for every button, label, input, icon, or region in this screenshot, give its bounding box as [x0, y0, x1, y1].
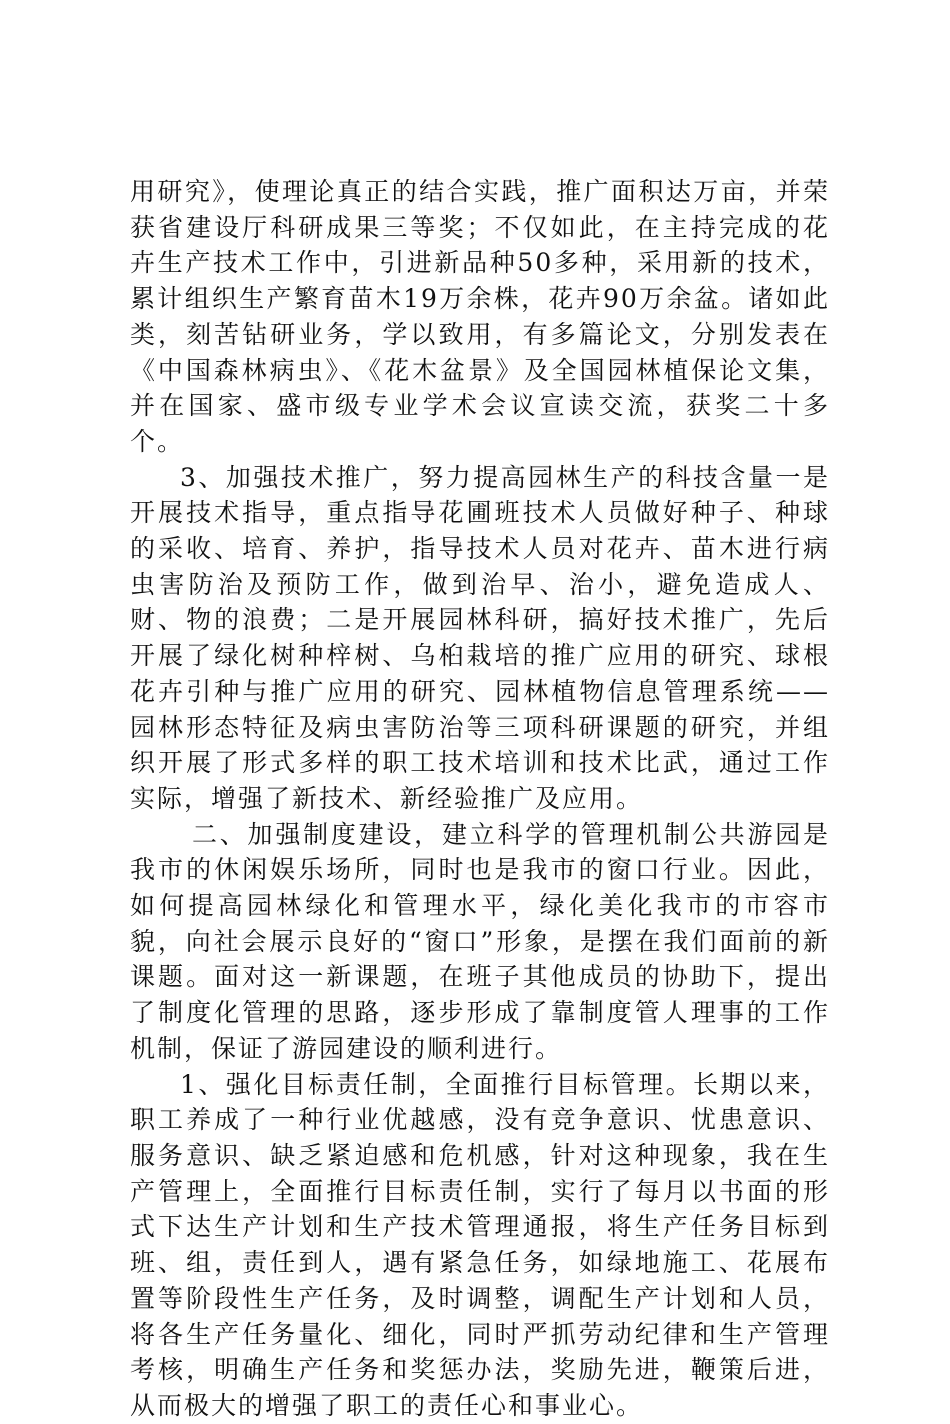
paragraph-research-continuation: 用研究》，使理论真正的结合实践，推广面积达万亩，并荣获省建设厅科研成果三等奖；不仅如此，在主持完成的花卉生产技术工作中，引进新品种50多种，采用新的技术，累计组织生产繁育苗木19万余株，花卉90万余盆。诸如此类，刻苦钻研业务，学以致用，有多篇论文，分别发表在《中国森林病虫》、《花木盆景》及全国园林植保论文集，并在国家、盛市级专业学术会议宣读交流，获奖二十多个。	[130, 177, 830, 456]
paragraph-system-construction: 二、加强制度建设，建立科学的管理机制公共游园是我市的休闲娱乐场所，同时也是我市的窗口行业。因此，如何提高园林绿化和管理水平，绿化美化我市的市容市貌，向社会展示良好的“窗口”形象，是摆在我们面前的新课题。面对这一新课题，在班子其他成员的协助下，提出了制度化管理的思路，逐步形成了靠制度管人理事的工作机制，保证了游园建设的顺利进行。	[130, 819, 830, 1063]
paragraph-technology-promotion: 3、加强技术推广，努力提高园林生产的科技含量一是开展技术指导，重点指导花圃班技术人员做好种子、种球的采收、培育、养护，指导技术人员对花卉、苗木进行病虫害防治及预防工作，做到治早、治小，避免造成人、财、物的浪费；二是开展园林科研，搞好技术推广，先后开展了绿化树种梓树、乌桕栽培的推广应用的研究、球根花卉引种与推广应用的研究、园林植物信息管理系统——园林形态特征及病虫害防治等三项科研课题的研究，并组织开展了形式多样的职工技术培训和技术比武，通过工作实际，增强了新技术、新经验推广及应用。	[130, 462, 830, 813]
document-body	[130, 174, 830, 1424]
paragraph-target-responsibility: 1、强化目标责任制，全面推行目标管理。长期以来，职工养成了一种行业优越感，没有竞争意识、忧患意识、服务意识、缺乏紧迫感和危机感，针对这种现象，我在生产管理上，全面推行目标责任制，实行了每月以书面的形式下达生产计划和生产技术管理通报，将生产任务目标到班、组，责任到人，遇有紧急任务，如绿地施工、花展布置等阶段性生产任务，及时调整，调配生产计划和人员，将各生产任务量化、细化，同时严抓劳动纪律和生产管理考核，明确生产任务和奖惩办法，奖励先进，鞭策后进，从而极大的增强了职工的责任心和事业心。	[130, 1069, 830, 1420]
